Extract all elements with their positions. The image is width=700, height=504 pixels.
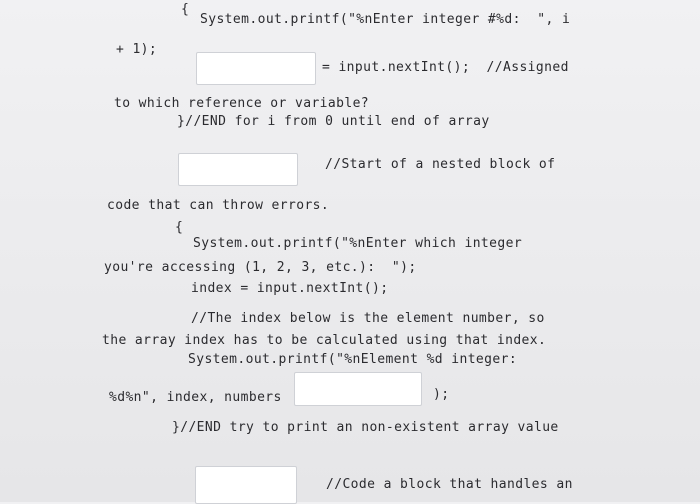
code-line-format-args: %d%n", index, numbers	[109, 390, 282, 405]
code-line-accessing: you're accessing (1, 2, 3, etc.): ");	[104, 260, 417, 275]
code-line-handles-an: //Code a block that handles an	[326, 477, 573, 492]
code-line-printf-element: System.out.printf("%nElement %d integer:	[188, 352, 518, 367]
answer-blank-3[interactable]	[294, 372, 422, 406]
code-line-index-assign: index = input.nextInt();	[191, 281, 389, 296]
code-line-start-nested-block: //Start of a nested block of	[325, 157, 556, 172]
code-line-index-comment: //The index below is the element number, so	[191, 311, 545, 326]
code-line-can-throw-errors: code that can throw errors.	[107, 198, 330, 213]
answer-blank-2[interactable]	[178, 153, 298, 186]
code-line-close-paren: );	[433, 387, 450, 402]
answer-blank-4[interactable]	[195, 466, 297, 504]
code-line-end-try: }//END try to print an non-existent array value	[172, 420, 559, 435]
code-line-open-brace-2: {	[175, 220, 184, 235]
code-line-printf-which-integer: System.out.printf("%nEnter which integer	[193, 236, 523, 251]
code-line-end-for: }//END for i from 0 until end of array	[177, 114, 490, 129]
code-line-plus-one: + 1);	[116, 42, 158, 57]
code-line-assigned: = input.nextInt(); //Assigned	[322, 60, 569, 75]
code-line-open-brace: {	[181, 2, 190, 17]
code-line-printf-enter-integer: System.out.printf("%nEnter integer #%d: ", i	[200, 12, 571, 27]
code-line-calculated: the array index has to be calculated using that index.	[102, 333, 547, 348]
code-line-which-reference: to which reference or variable?	[114, 96, 370, 111]
answer-blank-1[interactable]	[196, 52, 316, 85]
